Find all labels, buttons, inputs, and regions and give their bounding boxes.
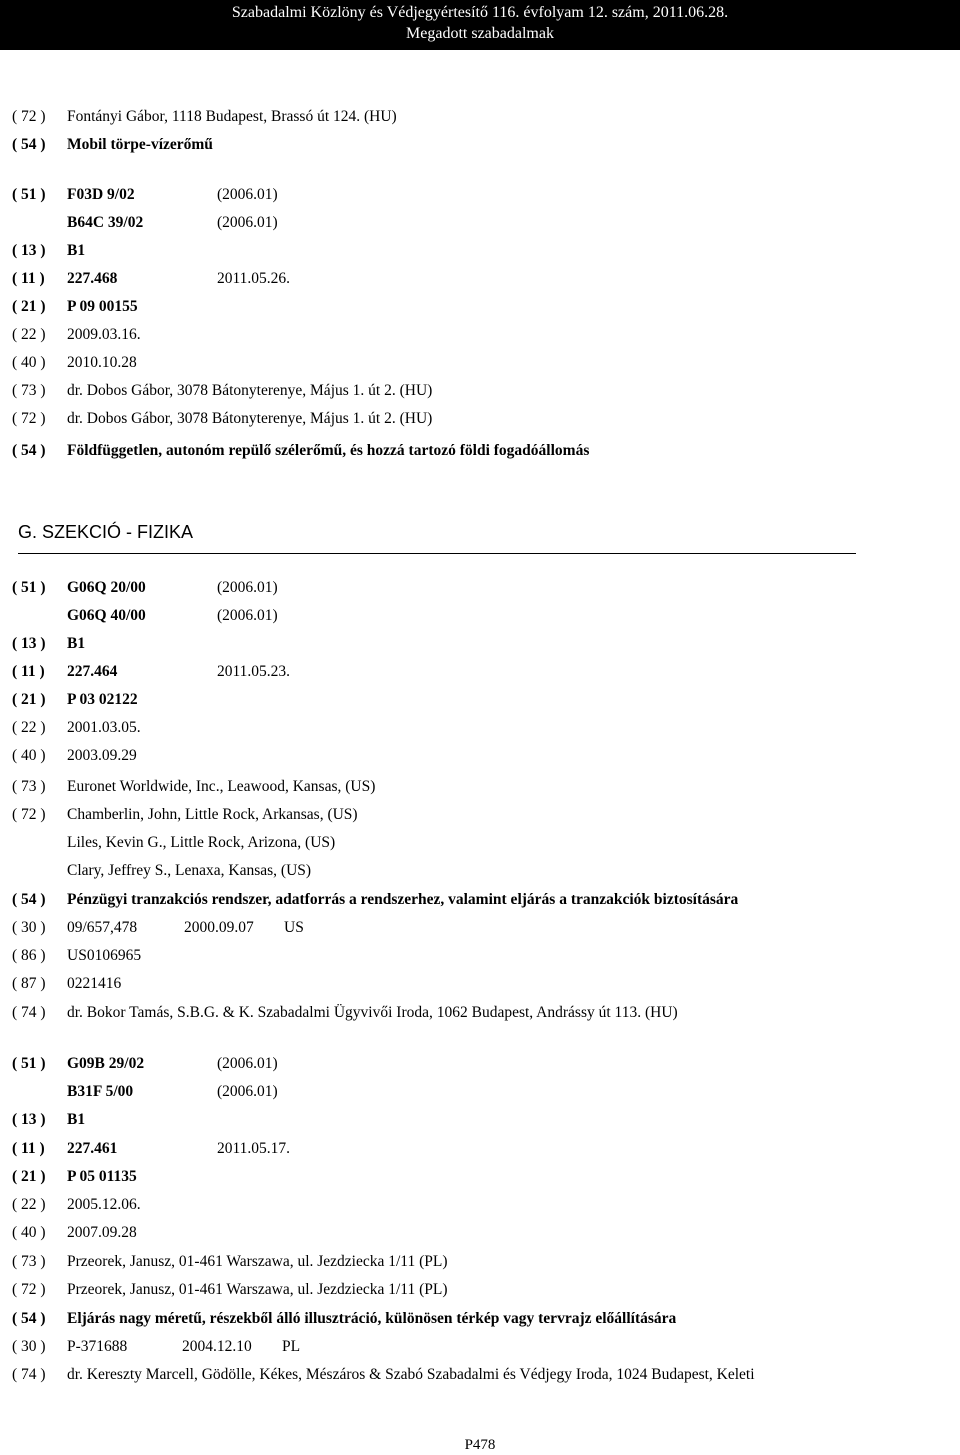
publication-date: 2003.09.29 xyxy=(67,747,137,764)
page-number: P478 xyxy=(464,1437,496,1453)
inventor: Przeorek, Janusz, 01-461 Warszawa, ul. Jezdziecka 1/11 (PL) xyxy=(67,1281,448,1298)
application-number: P 03 02122 xyxy=(67,691,138,708)
priority-number: 09/657,478 xyxy=(67,919,138,936)
inid-code: ( 54 ) xyxy=(12,1310,46,1327)
patent-owner: dr. Dobos Gábor, 3078 Bátonyterenye, Május 1. út 2. (HU) xyxy=(67,382,433,399)
journal-title: Szabadalmi Közlöny és Védjegyértesítő 116. évfolyam 12. szám, 2011.06.28. xyxy=(231,4,729,21)
ipc-class: G09B 29/02 xyxy=(67,1055,145,1072)
priority-date: 2004.12.10 xyxy=(182,1338,252,1355)
pct-publication: 0221416 xyxy=(67,975,122,992)
inid-code: ( 11 ) xyxy=(12,1140,45,1157)
inid-code: ( 40 ) xyxy=(12,747,46,764)
invention-title: Mobil törpe-vízerőmű xyxy=(67,136,213,153)
grant-date: 2011.05.26. xyxy=(217,270,291,287)
inid-code: ( 13 ) xyxy=(12,242,46,259)
inid-code: ( 72 ) xyxy=(12,806,46,823)
ipc-version: (2006.01) xyxy=(217,1055,278,1072)
inid-code: ( 21 ) xyxy=(12,298,46,315)
section-title: G. SZEKCIÓ - FIZIKA xyxy=(18,522,194,542)
patent-number: 227.464 xyxy=(67,663,118,680)
publication-date: 2010.10.28 xyxy=(67,354,137,371)
inid-code: ( 40 ) xyxy=(12,354,46,371)
filing-date: 2005.12.06. xyxy=(67,1196,141,1213)
patent-number: 227.461 xyxy=(67,1140,118,1157)
inid-code: ( 11 ) xyxy=(12,663,45,680)
inid-code: ( 73 ) xyxy=(12,382,46,399)
inid-code: ( 74 ) xyxy=(12,1366,46,1383)
inid-code: ( 22 ) xyxy=(12,1196,46,1213)
ipc-version: (2006.01) xyxy=(217,579,278,596)
ipc-version: (2006.01) xyxy=(217,607,278,624)
filing-date: 2009.03.16. xyxy=(67,326,141,343)
representative: dr. Bokor Tamás, S.B.G. & K. Szabadalmi Ügyvivői Iroda, 1062 Budapest, Andrássy út 113. (HU) xyxy=(67,1004,678,1021)
document-kind: B1 xyxy=(67,635,86,652)
document-kind: B1 xyxy=(67,1111,86,1128)
representative: dr. Kereszty Marcell, Gödölle, Kékes, Mészáros & Szabó Szabadalmi és Védjegy Iroda, 1024 Budapest, Keleti xyxy=(67,1366,755,1383)
invention-title: Pénzügyi tranzakciós rendszer, adatforrás a rendszerhez, valamint eljárás a tranzakciók biztosítására xyxy=(67,891,739,908)
inid-code: ( 51 ) xyxy=(12,186,46,203)
journal-header xyxy=(0,0,960,50)
inventor: Liles, Kevin G., Little Rock, Arizona, (US) xyxy=(67,834,336,851)
inid-code: ( 30 ) xyxy=(12,919,46,936)
pct-application: US0106965 xyxy=(67,947,142,964)
inid-code: ( 51 ) xyxy=(12,1055,46,1072)
priority-country: PL xyxy=(282,1338,301,1355)
inid-code: ( 40 ) xyxy=(12,1224,46,1241)
ipc-class: G06Q 40/00 xyxy=(67,607,146,624)
priority-country: US xyxy=(284,919,304,936)
ipc-class: B64C 39/02 xyxy=(67,214,144,231)
inid-code: ( 72 ) xyxy=(12,410,46,427)
patent-number: 227.468 xyxy=(67,270,118,287)
application-number: P 05 01135 xyxy=(67,1168,137,1185)
ipc-version: (2006.01) xyxy=(217,1083,278,1100)
invention-title: Földfüggetlen, autonóm repülő szélerőmű, és hozzá tartozó földi fogadóállomás xyxy=(67,442,590,459)
section-divider xyxy=(18,553,856,554)
inid-code: ( 73 ) xyxy=(12,778,46,795)
inventor: Chamberlin, John, Little Rock, Arkansas, (US) xyxy=(67,806,358,823)
inventor: Clary, Jeffrey S., Lenaxa, Kansas, (US) xyxy=(67,862,312,879)
entry-value: Fontányi Gábor, 1118 Budapest, Brassó út 124. (HU) xyxy=(67,108,397,125)
filing-date: 2001.03.05. xyxy=(67,719,141,736)
priority-date: 2000.09.07 xyxy=(184,919,254,936)
inid-code: ( 86 ) xyxy=(12,947,46,964)
inid-code: ( 21 ) xyxy=(12,1168,46,1185)
ipc-version: (2006.01) xyxy=(217,186,278,203)
grant-date: 2011.05.17. xyxy=(217,1140,291,1157)
inid-code: ( 22 ) xyxy=(12,326,46,343)
inid-code: ( 54 ) xyxy=(12,891,46,908)
patent-owner: Przeorek, Janusz, 01-461 Warszawa, ul. Jezdziecka 1/11 (PL) xyxy=(67,1253,448,1270)
section-heading: Megadott szabadalmak xyxy=(406,25,554,42)
inid-code: ( 21 ) xyxy=(12,691,46,708)
inid-code: ( 11 ) xyxy=(12,270,45,287)
ipc-version: (2006.01) xyxy=(217,214,278,231)
ipc-class: F03D 9/02 xyxy=(67,186,135,203)
inid-code: ( 30 ) xyxy=(12,1338,46,1355)
inid-code: ( 51 ) xyxy=(12,579,46,596)
invention-title: Eljárás nagy méretű, részekből álló illusztráció, különösen térkép vagy tervrajz előállítására xyxy=(67,1310,677,1327)
inid-code: ( 72 ) xyxy=(12,1281,46,1298)
inid-code: ( 73 ) xyxy=(12,1253,46,1270)
inid-code: ( 87 ) xyxy=(12,975,46,992)
ipc-class: G06Q 20/00 xyxy=(67,579,146,596)
patent-owner: Euronet Worldwide, Inc., Leawood, Kansas, (US) xyxy=(67,778,376,795)
inventor: dr. Dobos Gábor, 3078 Bátonyterenye, Május 1. út 2. (HU) xyxy=(67,410,433,427)
grant-date: 2011.05.23. xyxy=(217,663,291,680)
publication-date: 2007.09.28 xyxy=(67,1224,137,1241)
application-number: P 09 00155 xyxy=(67,298,138,315)
priority-number: P-371688 xyxy=(67,1338,128,1355)
ipc-class: B31F 5/00 xyxy=(67,1083,134,1100)
inid-code: ( 13 ) xyxy=(12,635,46,652)
document-kind: B1 xyxy=(67,242,86,259)
inid-code: ( 22 ) xyxy=(12,719,46,736)
inid-code: ( 54 ) xyxy=(12,442,46,459)
inid-code: ( 72 ) xyxy=(12,108,46,125)
inid-code: ( 13 ) xyxy=(12,1111,46,1128)
inid-code: ( 74 ) xyxy=(12,1004,46,1021)
inid-code: ( 54 ) xyxy=(12,136,46,153)
